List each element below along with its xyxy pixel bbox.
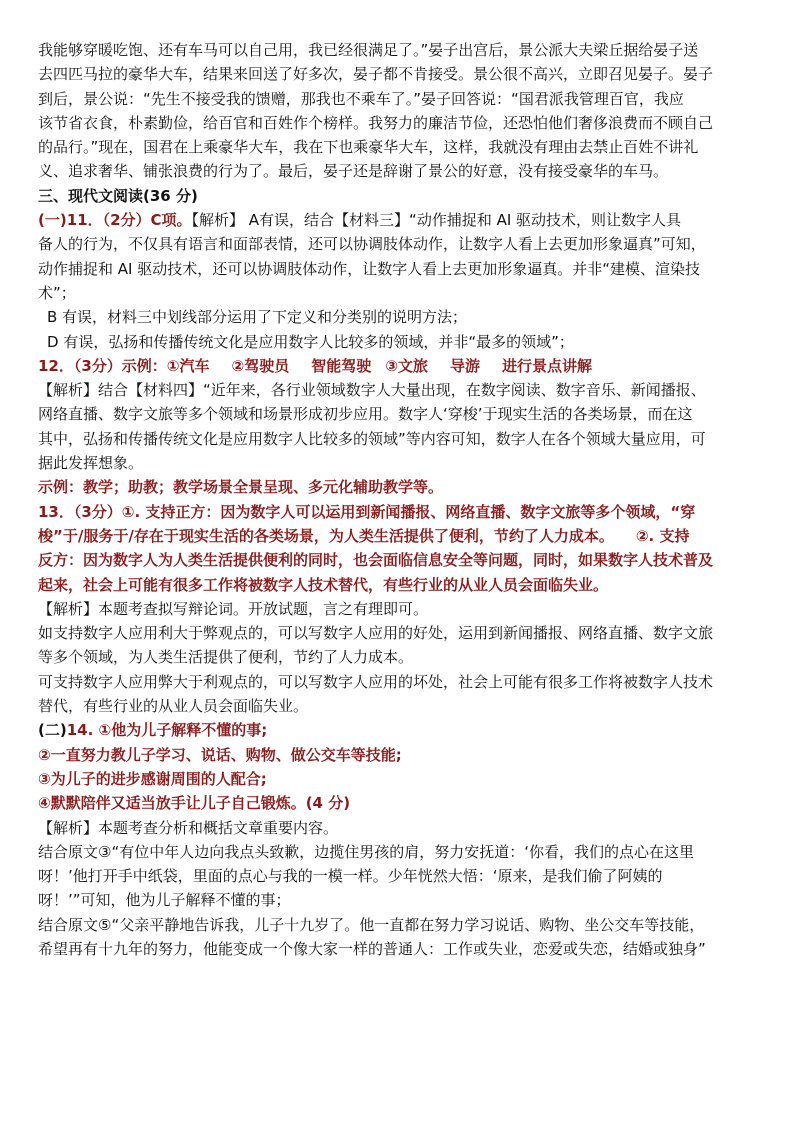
question-11 [38, 208, 760, 354]
q12-item: ②驾驶员 [231, 356, 290, 375]
text-line: 如支持数字人应用利大于弊观点的，可以写数字人应用的好处，运用到新闻播报、网络直播、数字文旅 [38, 624, 714, 643]
question-14 [38, 718, 760, 961]
q14-answer-line: ④默默陪伴又适当放手让儿子自己锻炼。(4 分) [38, 794, 351, 813]
text-line: 据此发挥想象。 [38, 454, 144, 473]
q13-answer-line [38, 524, 760, 548]
text-line: 呀！’他打开手中纸袋，里面的点心与我的一模一样。少年恍然大悟：‘原来，是我们偷了阿姨的 [38, 867, 663, 886]
answer-page [38, 38, 760, 961]
text-line: 结合原文⑤“父亲平静地告诉我，儿子十九岁了。他一直都在努力学习说话、购物、坐公交车等技能， [38, 915, 705, 934]
text-line: B 有误，材料三中划线部分运用了下定义和分类别的说明方法； [47, 308, 468, 327]
text-line: 备人的行为，不仅具有语言和面部表情，还可以协调肢体动作，让数字人看上去更加形象逼真”可知， [38, 235, 706, 254]
text-line: 的品行。”现在，国君在上乘豪华大车，我在下也乘豪华大车，这样，我就没有理由去禁止百姓不讲礼 [38, 138, 699, 157]
text-line: 【解析】结合【材料四】“近年来，各行业领域数字人大量出现，在数字阅读、数字音乐、新闻播报、 [38, 381, 706, 400]
text-line: 结合原文③“有位中年人边向我点头致歉，边揽住男孩的肩，努力安抚道：‘你看，我们的点心在这里 [38, 842, 694, 861]
text-line: 希望再有十九年的努力，他能变成一个像大家一样的普通人：工作或失业，恋爱或失恋，结婚或独身” [38, 939, 706, 958]
text-line: 我能够穿暖吃饱、还有车马可以自己用，我已经很满足了。”晏子出宫后，景公派大夫梁丘据给晏子送 [38, 41, 699, 59]
text-line: 呀！’”可知，他为儿子解释不懂的事； [38, 891, 291, 910]
text-line: 可支持数字人应用弊大于利观点的，可以写数字人应用的坏处，社会上可能有很多工作将被数字人技术 [38, 672, 714, 691]
question-13 [38, 500, 760, 719]
subsection-prefix: (二) [38, 721, 67, 740]
text-line: 去四匹马拉的豪华大车，结果来回送了好多次，晏子都不肯接受。景公很不高兴，立即召见晏子。晏子 [38, 65, 714, 84]
text-line: 义、追求奢华、铺张浪费的行为了。最后，晏子还是辞谢了景公的好意，没有接受豪华的车马。 [38, 162, 669, 181]
text-line: 【解析】本题考查拟写辩论词。开放试题，言之有理即可。 [38, 599, 429, 618]
translation-paragraph [38, 38, 760, 184]
q12-label: 12．（3分）示例：①汽车 [38, 356, 210, 375]
q13-answer-text: ②. 支持 [635, 526, 690, 545]
q14-answer-line [38, 718, 760, 742]
text-line: 术”； [38, 283, 76, 302]
q12-item: ③文旅 [385, 356, 428, 375]
text-line: 网络直播、数字文旅等多个领域和场景形成初步应用。数字人‘穿梭’于现实生活的各类场景，而在这 [38, 405, 693, 424]
q14-answer-text: 14. ①他为儿子解释不懂的事; [66, 721, 268, 740]
section-heading: 三、现代文阅读(36 分) [38, 186, 198, 205]
q11-analysis: 【解析】 A有误，结合【材料三】“动作捕捉和 AI 驱动技术，则让数字人具 [191, 211, 682, 230]
text-line: 其中，弘扬和传播传统文化是应用数字人比较多的领域”等内容可知，数字人在各个领域大量应用，可 [38, 429, 706, 448]
question-12 [38, 354, 760, 500]
text-line: 等多个领域，为人类生活提供了便利，节约了人力成本。 [38, 648, 414, 667]
text-line: 该节省衣食，朴素勤俭，给百官和百姓作个榜样。我努力的廉洁节俭，还恐怕他们奢侈浪费而不顾自己 [38, 113, 714, 132]
text-line: 替代，有些行业的从业人员会面临失业。 [38, 697, 309, 716]
text-line: D 有误，弘扬和传播传统文化是应用数字人比较多的领域，并非“最多的领域”； [47, 332, 574, 351]
text-line: 【解析】本题考查分析和概括文章重要内容。 [38, 818, 339, 837]
q12-item: 导游 [449, 356, 480, 375]
q12-answer [38, 354, 760, 378]
q13-answer-text: 梭”于/服务于/存在于现实生活的各类场景，为人类生活提供了便利，节约了人力成本。 [38, 526, 614, 545]
q14-answer-line: ③为儿子的进步感谢周围的人配合; [38, 769, 267, 788]
q12-item: 进行景点讲解 [501, 356, 592, 375]
q11-answer: (一)11．（2分）C项。 [38, 211, 192, 230]
q14-answer-line: ②一直努力教儿子学习、说话、购物、做公交车等技能; [38, 745, 402, 764]
text-line: 到后，景公说：“先生不接受我的馈赠，那我也不乘车了。”晏子回答说：“国君派我管理百官，我应 [38, 89, 684, 108]
q13-answer-line: 13．（3分）①. 支持正方：因为数字人可以运用到新闻播报、网络直播、数字文旅等多个领域，“穿 [38, 502, 696, 521]
q13-answer-line: 起来，社会上可能有很多工作将被数字人技术替代，有些行业的从业人员会面临失业。 [38, 575, 609, 594]
text-line [38, 208, 760, 232]
q13-answer-line: 反方：因为数字人为人类生活提供便利的同时，也会面临信息安全等问题，同时，如果数字人技术普及 [38, 551, 714, 570]
text-line: 动作捕捉和 AI 驱动技术，还可以协调肢体动作，让数字人看上去更加形象逼真。并非“建模、渲染技 [38, 259, 700, 278]
q12-item: 智能驾驶 [311, 356, 372, 375]
q12-example: 示例：教学；助教；教学场景全景呈现、多元化辅助教学等。 [38, 478, 444, 497]
